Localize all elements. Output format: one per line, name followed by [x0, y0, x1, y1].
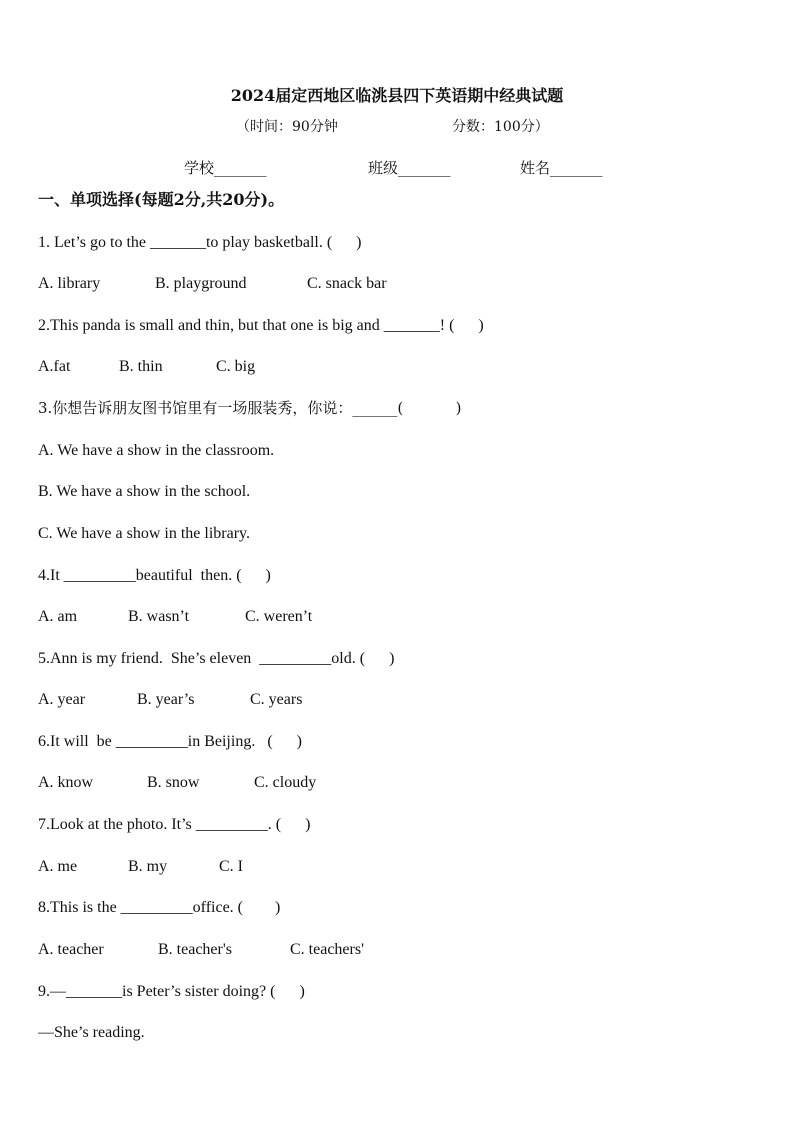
q7-option-a: A. me	[38, 858, 78, 875]
q4-option-a: A. am	[38, 608, 78, 625]
q1-option-c: C. snack bar	[307, 275, 387, 292]
question-3: 3.你想告诉朋友图书馆里有一场服装秀，你说：______( )	[38, 399, 462, 417]
q8-option-c: C. teachers'	[290, 941, 364, 958]
q2-option-a: A.fat	[38, 358, 71, 375]
question-1: 1. Let’s go to the _______to play basketball. ( )	[38, 234, 362, 251]
school-field: 学校_______	[184, 159, 267, 177]
exam-time: （时间：90分钟	[236, 119, 338, 135]
q4-option-c: C. weren’t	[245, 608, 313, 625]
question-8: 8.This is the _________office. ( )	[38, 899, 281, 916]
q7-option-c: C. I	[219, 858, 243, 875]
q5-option-b: B. year’s	[137, 691, 195, 708]
exam-score: 分数：100分）	[452, 119, 549, 135]
q1-option-b: B. playground	[155, 275, 247, 292]
q3-option-b: B. We have a show in the school.	[38, 483, 251, 500]
question-9: 9.—_______is Peter’s sister doing? ( )	[38, 983, 305, 1000]
page-title: 2024届定西地区临洮县四下英语期中经典试题	[230, 86, 564, 105]
q7-option-b: B. my	[128, 858, 168, 875]
q6-option-c: C. cloudy	[254, 774, 317, 791]
q6-option-a: A. know	[38, 774, 94, 791]
q9-answer: —She’s reading.	[38, 1024, 145, 1041]
question-7: 7.Look at the photo. It’s _________. ( )	[38, 816, 311, 833]
name-field: 姓名_______	[520, 159, 603, 177]
q1-option-a: A. library	[38, 275, 101, 292]
question-4: 4.It _________beautiful then. ( )	[38, 567, 271, 584]
section-title: 一、单项选择(每题2分,共20分)。	[38, 190, 285, 209]
q8-option-b: B. teacher's	[158, 941, 232, 958]
q4-option-b: B. wasn’t	[128, 608, 190, 625]
question-5: 5.Ann is my friend. She’s eleven _________old. ( )	[38, 650, 395, 667]
q8-option-a: A. teacher	[38, 941, 104, 958]
question-6: 6.It will be _________in Beijing. ( )	[38, 733, 302, 750]
q3-option-c: C. We have a show in the library.	[38, 525, 250, 542]
q2-option-b: B. thin	[119, 358, 163, 375]
q2-option-c: C. big	[216, 358, 256, 375]
question-2: 2.This panda is small and thin, but that one is big and _______! ( )	[38, 317, 484, 334]
q6-option-b: B. snow	[147, 774, 200, 791]
q5-option-a: A. year	[38, 691, 86, 708]
q3-option-a: A. We have a show in the classroom.	[38, 442, 275, 459]
q5-option-c: C. years	[250, 691, 303, 708]
class-field: 班级_______	[368, 159, 451, 177]
